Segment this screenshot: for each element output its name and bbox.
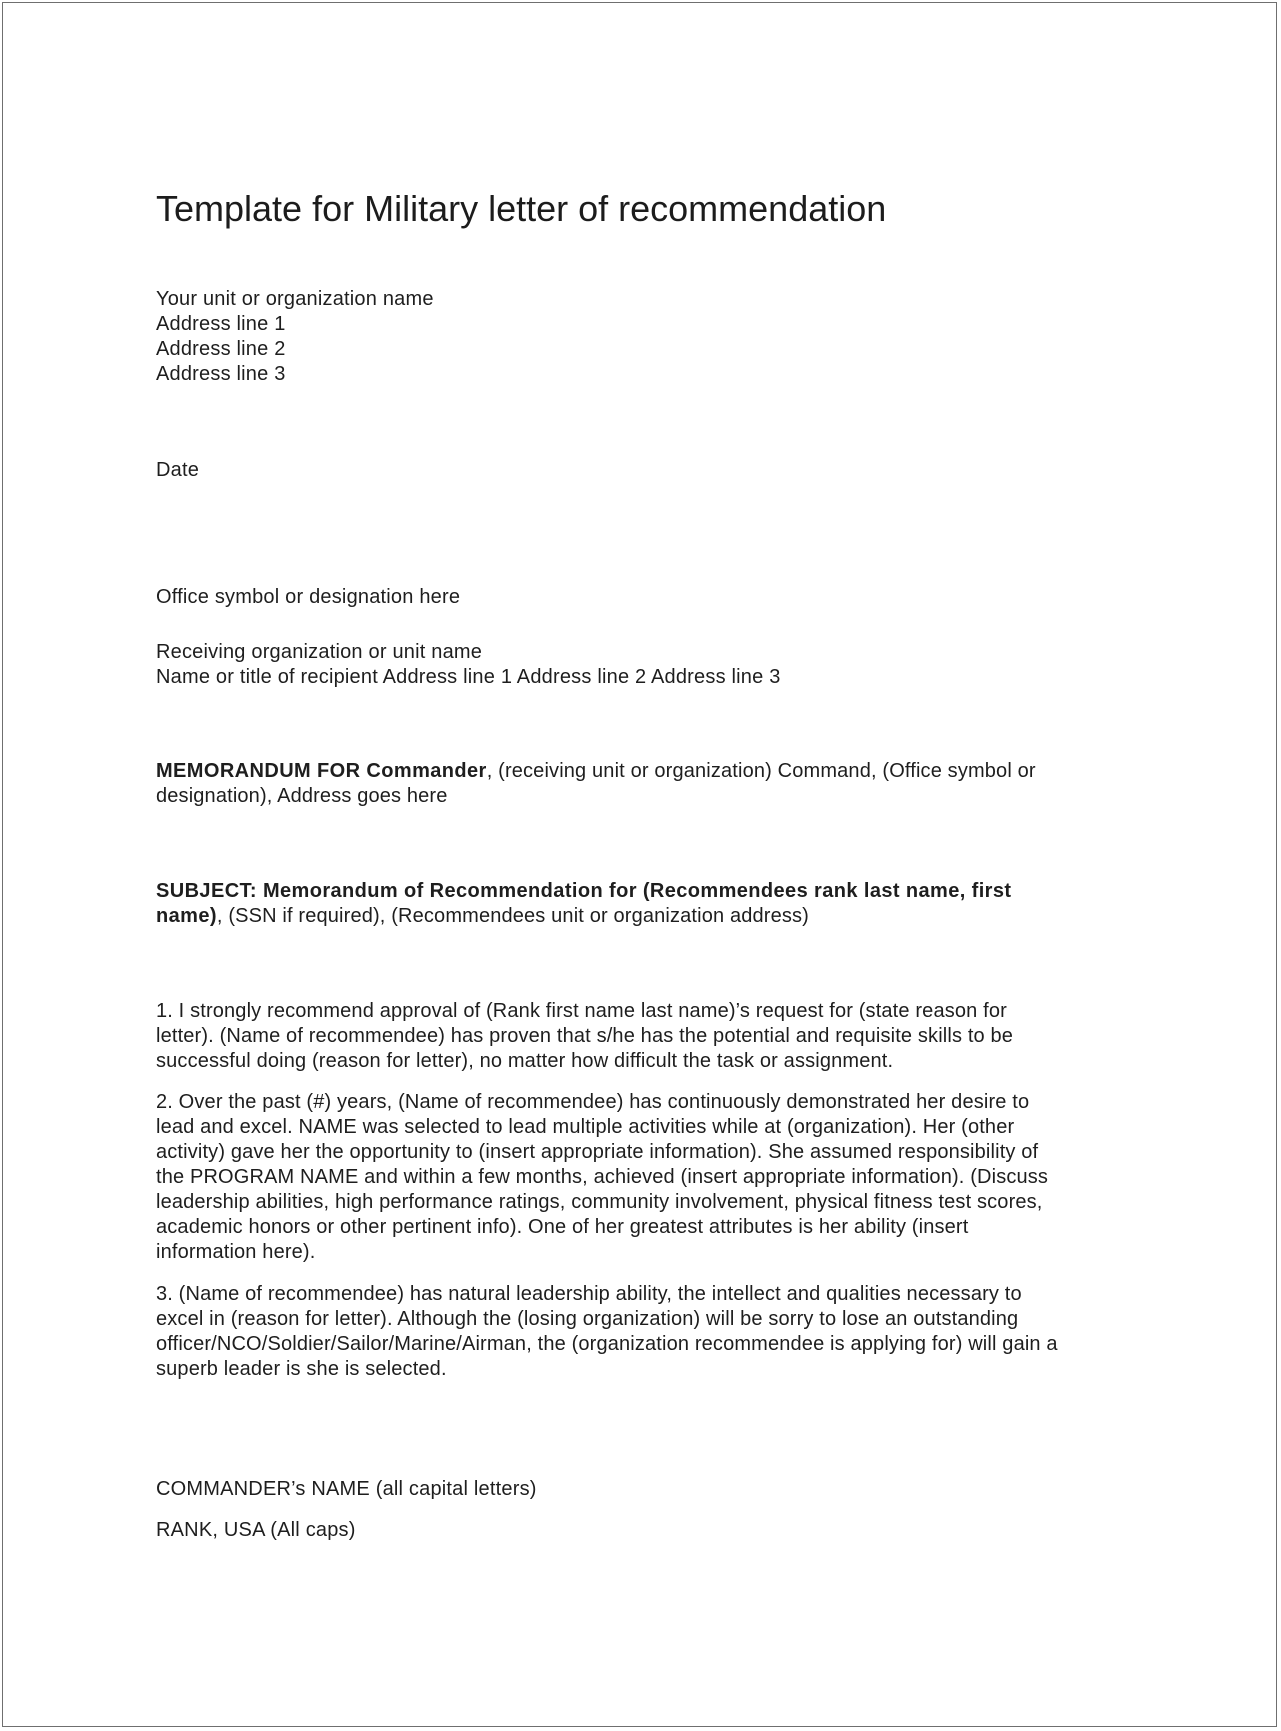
subject-line-2-bold: name) — [156, 905, 217, 927]
recipient-organization: Receiving organization or unit name — [156, 641, 483, 663]
subject-line-1: SUBJECT: Memorandum of Recommendation for (Recommendees rank last name, first — [156, 880, 1012, 902]
memorandum-line-1-rest: , (receiving unit or organization) Command, (Office symbol or — [486, 760, 1036, 782]
subject-block — [156, 879, 1136, 929]
date-label: Date — [156, 459, 200, 481]
paragraph-line: superb leader is she is selected. — [156, 1358, 447, 1380]
paragraph-1 — [156, 999, 1136, 1074]
signature-rank: RANK, USA (All caps) — [156, 1519, 356, 1541]
paragraph-line: lead and excel. NAME was selected to lead multiple activities while at (organization). Her (other — [156, 1116, 1015, 1138]
sender-unit: Your unit or organization name — [156, 288, 434, 310]
paragraph-line: officer/NCO/Soldier/Sailor/Marine/Airman, the (organization recommendee is applying for) will gain a — [156, 1333, 1058, 1355]
subject-line-2 — [156, 904, 1136, 929]
paragraph-line: leadership abilities, high performance ratings, community involvement, physical fitness test scores, — [156, 1191, 1043, 1213]
paragraph-line: the PROGRAM NAME and within a few months, achieved (insert appropriate information). (Discuss — [156, 1166, 1049, 1188]
paragraph-line: information here). — [156, 1241, 316, 1263]
recipient-name-address: Name or title of recipient Address line 1 Address line 2 Address line 3 — [156, 666, 781, 688]
paragraph-line: activity) gave her the opportunity to (insert appropriate information). She assumed responsibility of — [156, 1141, 1039, 1163]
paragraph-line: 3. (Name of recommendee) has natural leadership ability, the intellect and qualities necessary to — [156, 1283, 1022, 1305]
paragraph-line: successful doing (reason for letter), no matter how difficult the task or assignment. — [156, 1050, 894, 1072]
memorandum-label: MEMORANDUM FOR Commander — [156, 760, 487, 782]
paragraph-line: letter). (Name of recommendee) has proven that s/he has the potential and requisite skills to be — [156, 1025, 1014, 1047]
sender-address-line-2: Address line 2 — [156, 338, 286, 360]
paragraph-line: excel in (reason for letter). Although the (losing organization) will be sorry to lose an outstanding — [156, 1308, 1019, 1330]
subject-line-2-rest: , (SSN if required), (Recommendees unit or organization address) — [216, 905, 809, 927]
sender-address-line-3: Address line 3 — [156, 363, 286, 385]
paragraph-3 — [156, 1282, 1136, 1382]
document-page — [2, 2, 1277, 1727]
memorandum-block — [156, 759, 1136, 809]
paragraph-line: 2. Over the past (#) years, (Name of recommendee) has continuously demonstrated her desire to — [156, 1091, 1030, 1113]
sender-address-line-1: Address line 1 — [156, 313, 286, 335]
signature-name: COMMANDER’s NAME (all capital letters) — [156, 1478, 537, 1500]
paragraph-line: 1. I strongly recommend approval of (Rank first name last name)’s request for (state reason for — [156, 1000, 1007, 1022]
memorandum-line-2: designation), Address goes here — [156, 785, 448, 807]
office-symbol: Office symbol or designation here — [156, 586, 461, 608]
page-title: Template for Military letter of recommendation — [156, 188, 887, 229]
memorandum-line-1 — [156, 759, 1136, 784]
paragraph-line: academic honors or other pertinent info). One of her greatest attributes is her ability (insert — [156, 1216, 969, 1238]
paragraph-2 — [156, 1090, 1136, 1265]
